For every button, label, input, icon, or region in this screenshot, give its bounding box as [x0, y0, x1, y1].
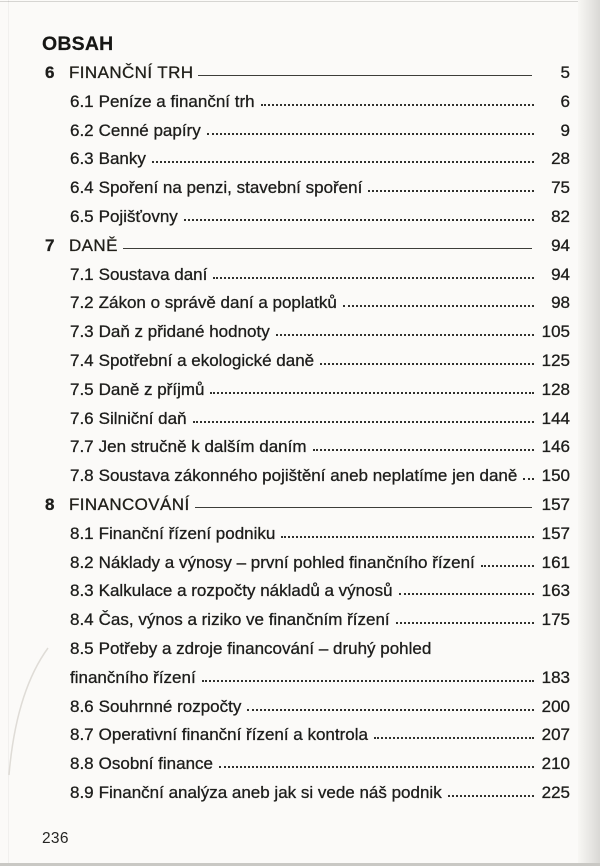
toc-item-number: 8.9: [70, 782, 94, 802]
toc-item-number: 6.1: [70, 91, 94, 111]
toc-item: [42, 610, 570, 639]
section-title: FINANCOVÁNÍ: [69, 494, 190, 514]
dot-leader: [481, 565, 534, 567]
toc-item-text: Operativní finanční řízení a kontrola: [98, 725, 368, 745]
toc-item-page: 105: [541, 322, 570, 342]
dot-leader: [448, 795, 534, 797]
toc-item: [42, 524, 570, 553]
toc-item-text: Soustava daní: [98, 264, 208, 284]
section-title: FINANČNÍ TRH: [69, 63, 194, 82]
toc-item-page: 146: [541, 437, 570, 457]
toc-item-page: 75: [551, 178, 570, 198]
dot-leader: [276, 334, 534, 336]
toc-item-text: Silniční daň: [98, 408, 187, 428]
toc-item-number: 8.4: [70, 610, 94, 630]
toc-item-line1: [42, 639, 570, 668]
dot-leader: [320, 363, 534, 365]
dot-leader: [313, 449, 534, 451]
toc-item-number: 8.1: [70, 523, 94, 543]
toc-item-number: 6.5: [70, 206, 94, 226]
toc-item: [42, 553, 570, 582]
toc-item-number: 8.6: [70, 696, 94, 716]
toc-item: [42, 783, 570, 812]
toc-item: [42, 293, 570, 322]
toc-item-text: Spoření na penzi, stavební spoření: [98, 178, 363, 198]
toc-item-number: 7.2: [70, 293, 94, 313]
toc-item: [42, 178, 570, 207]
toc-item-page: 183: [541, 667, 570, 687]
toc-item-page: 157: [541, 523, 570, 543]
toc-item: [42, 409, 570, 438]
toc-item-text: Soustava zákonného pojištění aneb neplatíme jen daně: [98, 466, 518, 486]
toc-item-page: 225: [541, 782, 570, 802]
page-edge-shadow: [578, 0, 600, 866]
toc-item-page: 144: [541, 408, 570, 428]
toc-item-page: 128: [541, 379, 570, 399]
toc-item-text: Jen stručně k dalším daním: [98, 437, 307, 457]
toc-item-page: 98: [551, 293, 570, 313]
toc-item-page: 28: [551, 149, 570, 169]
toc-item-text-continued: finančního řízení: [70, 667, 196, 687]
scan-edge-top: [0, 1, 600, 2]
toc-section-header: [42, 495, 570, 524]
toc-item: [42, 754, 570, 783]
toc-item-number: 8.5: [70, 638, 94, 658]
dot-leader: [219, 766, 534, 768]
toc-item: [42, 581, 570, 610]
toc-item: [42, 466, 570, 495]
toc-item-text: Spotřební a ekologické daně: [98, 350, 315, 370]
rule-leader: [195, 507, 532, 508]
toc-item-page: 210: [541, 754, 570, 774]
toc-item: [42, 322, 570, 351]
toc-item-page: 150: [541, 466, 570, 486]
dot-leader: [213, 277, 534, 279]
toc-content: [42, 33, 570, 812]
toc-item: [42, 725, 570, 754]
toc-item-number: 7.4: [70, 350, 94, 370]
toc-item-text: Banky: [98, 149, 146, 169]
toc-item-number: 8.2: [70, 552, 94, 572]
toc-item-number: 7.5: [70, 379, 94, 399]
toc-item-page: 94: [551, 264, 570, 284]
dot-leader: [261, 104, 534, 106]
toc-item-page: 200: [541, 696, 570, 716]
toc-item-line2: [42, 668, 570, 697]
toc-item-page: 207: [541, 725, 570, 745]
dot-leader: [207, 133, 534, 135]
toc-item-number: 8.7: [70, 725, 94, 745]
toc-item-number: 7.6: [70, 408, 94, 428]
dot-leader: [399, 593, 534, 595]
dot-leader: [247, 709, 534, 711]
toc-item-text: Osobní finance: [98, 754, 213, 774]
dot-leader: [210, 392, 534, 394]
toc-item-page: 82: [551, 206, 570, 226]
toc-item-page: 163: [541, 581, 570, 601]
toc-item: [42, 351, 570, 380]
toc-item: [42, 265, 570, 294]
dot-leader: [281, 536, 534, 538]
toc-item-number: 7.7: [70, 437, 94, 457]
toc-item: [42, 437, 570, 466]
section-page-number: 94: [551, 235, 570, 255]
toc-section-header: [42, 63, 570, 92]
toc-item-number: 6.4: [70, 178, 94, 198]
toc-item-text: Zákon o správě daní a poplatků: [98, 293, 337, 313]
toc-item: [42, 121, 570, 150]
section-number: 7: [45, 235, 55, 255]
toc-item-text: Finanční řízení podniku: [98, 523, 276, 543]
section-title: DANĚ: [69, 235, 118, 255]
toc-item: [42, 92, 570, 121]
dot-leader: [343, 305, 534, 307]
section-number: 6: [45, 63, 55, 82]
toc-item-number: 6.3: [70, 149, 94, 169]
toc-item-number: 7.1: [70, 264, 94, 284]
toc-item-text: Peníze a finanční trh: [98, 91, 255, 111]
dot-leader: [396, 622, 534, 624]
toc-item-page: 9: [560, 120, 570, 140]
toc-item: [42, 380, 570, 409]
toc-item-number: 7.3: [70, 322, 94, 342]
dot-leader: [152, 161, 534, 163]
scan-edge-left: [8, 0, 9, 866]
section-page-number: 157: [541, 494, 570, 514]
dot-leader: [202, 680, 534, 682]
toc-item-text: Čas, výnos a riziko ve finančním řízení: [98, 610, 390, 630]
toc-item-text: Finanční analýza aneb jak si vede náš podnik: [98, 782, 442, 802]
toc-item-text: Daně z příjmů: [98, 379, 205, 399]
toc-item: [42, 697, 570, 726]
toc-item-text: Daň z přidané hodnoty: [98, 322, 270, 342]
dot-leader: [523, 478, 534, 480]
toc-item-page: 125: [541, 350, 570, 370]
toc-item-page: 6: [560, 91, 570, 111]
toc-item-text: Cenné papíry: [98, 120, 201, 140]
toc-item-text: Kalkulace a rozpočty nákladů a výnosů: [98, 581, 393, 601]
toc-item-text: Souhrnné rozpočty: [98, 696, 242, 716]
dot-leader: [374, 737, 534, 739]
dot-leader: [184, 219, 534, 221]
page-folio: 236: [42, 830, 69, 847]
dot-leader: [193, 421, 534, 423]
page-title: OBSAH: [42, 33, 114, 55]
toc-item-text: Náklady a výnosy – první pohled finančního řízení: [98, 552, 475, 572]
toc-item-text: Potřeby a zdroje financování – druhý pohled: [98, 638, 432, 658]
toc-item-number: 8.3: [70, 581, 94, 601]
toc-item: [42, 149, 570, 178]
toc-item-number: 8.8: [70, 754, 94, 774]
rule-leader: [123, 248, 532, 249]
toc-item-number: 7.8: [70, 466, 94, 486]
toc-item-number: 6.2: [70, 120, 94, 140]
toc-section-header: [42, 236, 570, 265]
section-page-number: 5: [560, 63, 570, 82]
section-number: 8: [45, 494, 55, 514]
toc-item: [42, 207, 570, 236]
dot-leader: [368, 190, 534, 192]
rule-leader: [198, 75, 532, 76]
toc-item-text: Pojišťovny: [98, 206, 178, 226]
toc-item-page: 175: [541, 610, 570, 630]
toc-item-page: 161: [541, 552, 570, 572]
